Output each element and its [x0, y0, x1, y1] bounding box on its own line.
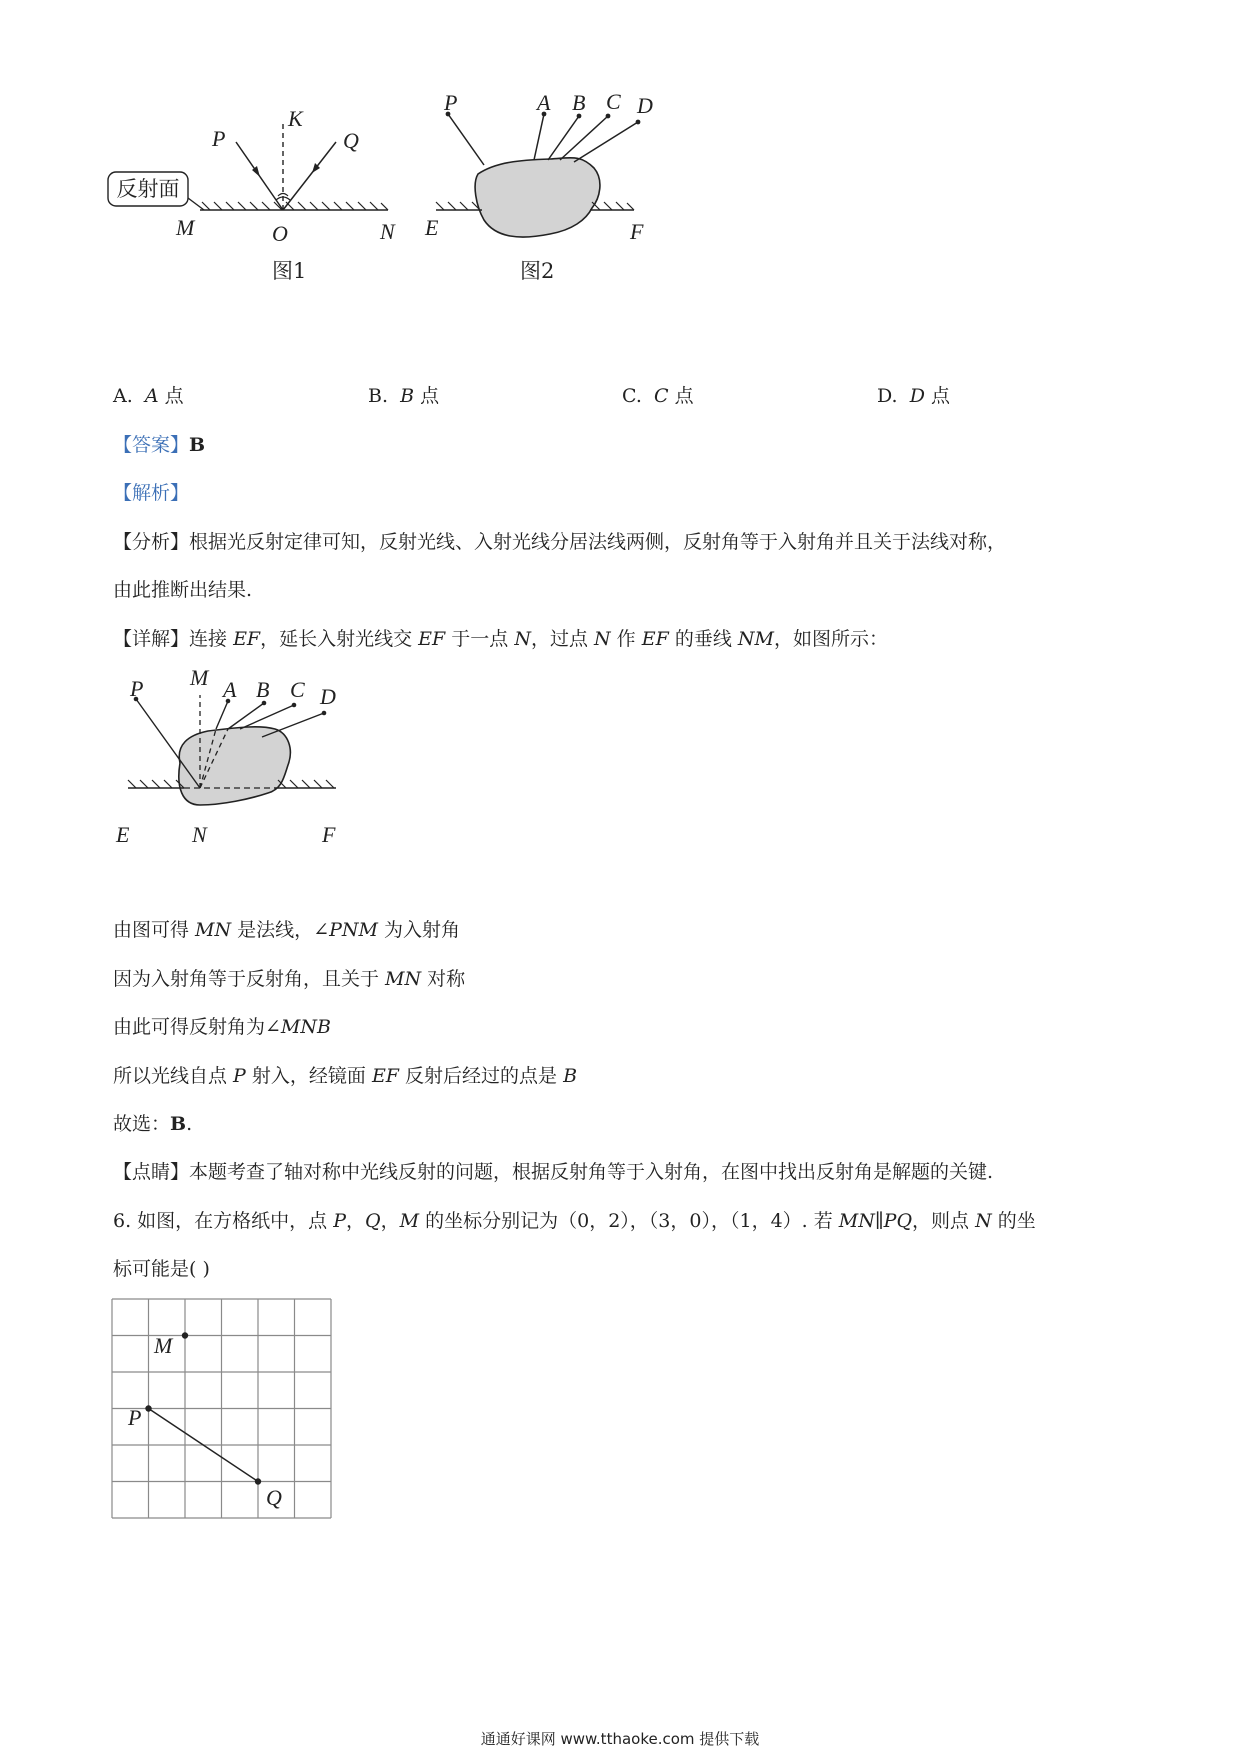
- xiangjie-t5: 作: [610, 628, 642, 650]
- q6-v6: N: [975, 1210, 992, 1232]
- option-c: [622, 384, 694, 408]
- q6-s1: ，: [346, 1210, 366, 1232]
- point-q: [255, 1478, 261, 1484]
- q6-s2: ，: [380, 1210, 400, 1232]
- q6-t1: 如图，在方格纸中，点: [137, 1210, 334, 1232]
- q6-t2: 的坐标分别记为（0，2），（3，0），（1，4）. 若: [419, 1210, 839, 1232]
- step3-a: 由此可得反射角为: [113, 1016, 266, 1038]
- step-line-4: [113, 1064, 577, 1088]
- option-c-var: C: [654, 385, 669, 407]
- step4-v2: EF: [371, 1065, 399, 1087]
- q6-v3: M: [399, 1210, 420, 1232]
- step5-c: .: [186, 1113, 193, 1135]
- fig2-caption: 图2: [520, 259, 555, 283]
- fig3-label-b: B: [256, 677, 270, 702]
- option-d-letter: D.: [877, 385, 898, 407]
- option-b: [368, 384, 439, 408]
- q6-v1: P: [333, 1210, 347, 1232]
- fig2-label-f: F: [630, 219, 644, 244]
- grid-label-p: P: [128, 1405, 142, 1430]
- point-p: [145, 1405, 151, 1411]
- step5-a: 故选：: [113, 1113, 171, 1135]
- option-b-suffix: 点: [420, 385, 440, 407]
- step2-b: 对称: [421, 968, 466, 990]
- fig2-label-p: P: [444, 90, 458, 115]
- xiangjie-t7: ，如图所示：: [773, 628, 888, 650]
- fig2-label-d: D: [637, 93, 653, 118]
- xiangjie-v6: NM: [737, 628, 774, 650]
- reflective-surface-label: 反射面: [116, 177, 180, 201]
- dianjing-text: 本题考查了轴对称中光线反射的问题，根据反射角等于入射角，在图中找出反射角是解题的关键.: [189, 1161, 994, 1183]
- fenxi-text-1: 根据光反射定律可知，反射光线、入射光线分居法线两侧，反射角等于入射角并且关于法线对称，: [189, 531, 1007, 553]
- step2-a: 因为入射角等于反射角，且关于: [113, 968, 386, 990]
- option-d-var: D: [909, 385, 925, 407]
- grid-label-m: M: [154, 1333, 173, 1358]
- figure-3-solution: [110, 665, 410, 855]
- dianjing-line: [113, 1160, 993, 1184]
- option-b-letter: B.: [368, 385, 389, 407]
- q6-v2: Q: [365, 1210, 381, 1232]
- step1-a: 由图可得: [113, 919, 196, 941]
- q6-t3: ，则点: [912, 1210, 976, 1232]
- fig2-label-e: E: [425, 215, 439, 240]
- option-c-suffix: 点: [674, 385, 694, 407]
- xiangjie-t2: ，延长入射光线交: [260, 628, 419, 650]
- answer-value: B: [189, 434, 206, 456]
- q6-parallel: ∥: [874, 1210, 884, 1232]
- option-b-var: B: [400, 385, 415, 407]
- fenxi-tag: 【分析】: [113, 531, 190, 553]
- figures-1-2: [100, 80, 740, 310]
- dianjing-tag: 【点睛】: [113, 1161, 190, 1183]
- fig3-label-f: F: [322, 822, 336, 847]
- fig3-label-d: D: [320, 684, 336, 709]
- q6-number: 6.: [113, 1210, 138, 1232]
- option-c-letter: C.: [622, 385, 642, 407]
- fenxi-line-1: [113, 530, 1006, 554]
- fig3-label-m: M: [190, 665, 209, 690]
- step-line-1: [113, 918, 460, 942]
- option-d: [877, 384, 950, 408]
- step1-v: MN: [195, 919, 232, 941]
- step1-b: 是法线，: [231, 919, 314, 941]
- answer-tag: 【答案】: [113, 434, 190, 456]
- fig1-label-q: Q: [343, 128, 359, 153]
- q6-t4: 的坐: [991, 1210, 1036, 1232]
- xiangjie-v1: EF: [233, 628, 261, 650]
- option-a: [113, 384, 184, 408]
- fig1-label-m: M: [176, 215, 195, 240]
- step-line-2: [113, 967, 465, 991]
- figure-1-reflection: [108, 106, 396, 283]
- fig2-label-c: C: [606, 89, 621, 114]
- fig1-label-k: K: [288, 106, 303, 131]
- option-d-suffix: 点: [930, 385, 950, 407]
- step2-v: MN: [385, 968, 422, 990]
- footer-text: 通通好课网 www.tthaoke.com 提供下载: [480, 1730, 760, 1748]
- xiangjie-t4: ，过点: [530, 628, 594, 650]
- figure-2-rock: [424, 89, 653, 283]
- step4-c: 反射后经过的点是: [399, 1065, 564, 1087]
- step4-v1: P: [233, 1065, 246, 1087]
- fig1-label-p: P: [212, 126, 226, 151]
- xiangjie-t3: 于一点: [445, 628, 515, 650]
- xiangjie-t6: 的垂线: [668, 628, 738, 650]
- fig3-label-e: E: [116, 822, 130, 847]
- step4-a: 所以光线自点: [113, 1065, 234, 1087]
- fig2-label-b: B: [572, 90, 586, 115]
- step4-b: 射入，经镜面: [245, 1065, 372, 1087]
- analysis-tag: 【解析】: [113, 482, 190, 504]
- fig3-label-p: P: [130, 676, 144, 701]
- question-6-line-1: [113, 1209, 1036, 1233]
- xiangjie-line: [113, 627, 888, 651]
- fenxi-line-2: 由此推断出结果.: [113, 579, 253, 601]
- fig1-label-o: O: [272, 221, 288, 246]
- fig3-label-c: C: [290, 677, 305, 702]
- xiangjie-v4: N: [594, 628, 611, 650]
- xiangjie-v3: N: [514, 628, 531, 650]
- fig2-label-a: A: [537, 90, 551, 115]
- fig3-label-n: N: [192, 822, 207, 847]
- step-line-3: [113, 1015, 331, 1039]
- xiangjie-v5: EF: [641, 628, 669, 650]
- question-6-line-2: 标可能是( ): [113, 1258, 210, 1280]
- grid-label-q: Q: [266, 1485, 282, 1510]
- step-line-5: [113, 1112, 192, 1136]
- option-a-suffix: 点: [164, 385, 184, 407]
- step5-b: B: [170, 1113, 187, 1135]
- step1-angle: ∠PNM: [313, 919, 378, 941]
- q6-v5: PQ: [883, 1210, 913, 1232]
- grid-figure: [110, 1297, 350, 1547]
- xiangjie-t1: 连接: [189, 628, 234, 650]
- fig1-caption: 图1: [272, 259, 307, 283]
- answer-line: [113, 433, 205, 457]
- step1-c: 为入射角: [377, 919, 461, 941]
- fig3-label-a: A: [223, 677, 237, 702]
- step4-v3: B: [563, 1065, 578, 1087]
- option-a-letter: A.: [113, 385, 133, 407]
- fig1-label-n: N: [380, 219, 395, 244]
- q6-v4: MN: [838, 1210, 875, 1232]
- step3-angle: ∠MNB: [265, 1016, 331, 1038]
- xiangjie-v2: EF: [418, 628, 446, 650]
- option-a-var: A: [144, 385, 159, 407]
- point-m: [182, 1332, 188, 1338]
- xiangjie-tag: 【详解】: [113, 628, 190, 650]
